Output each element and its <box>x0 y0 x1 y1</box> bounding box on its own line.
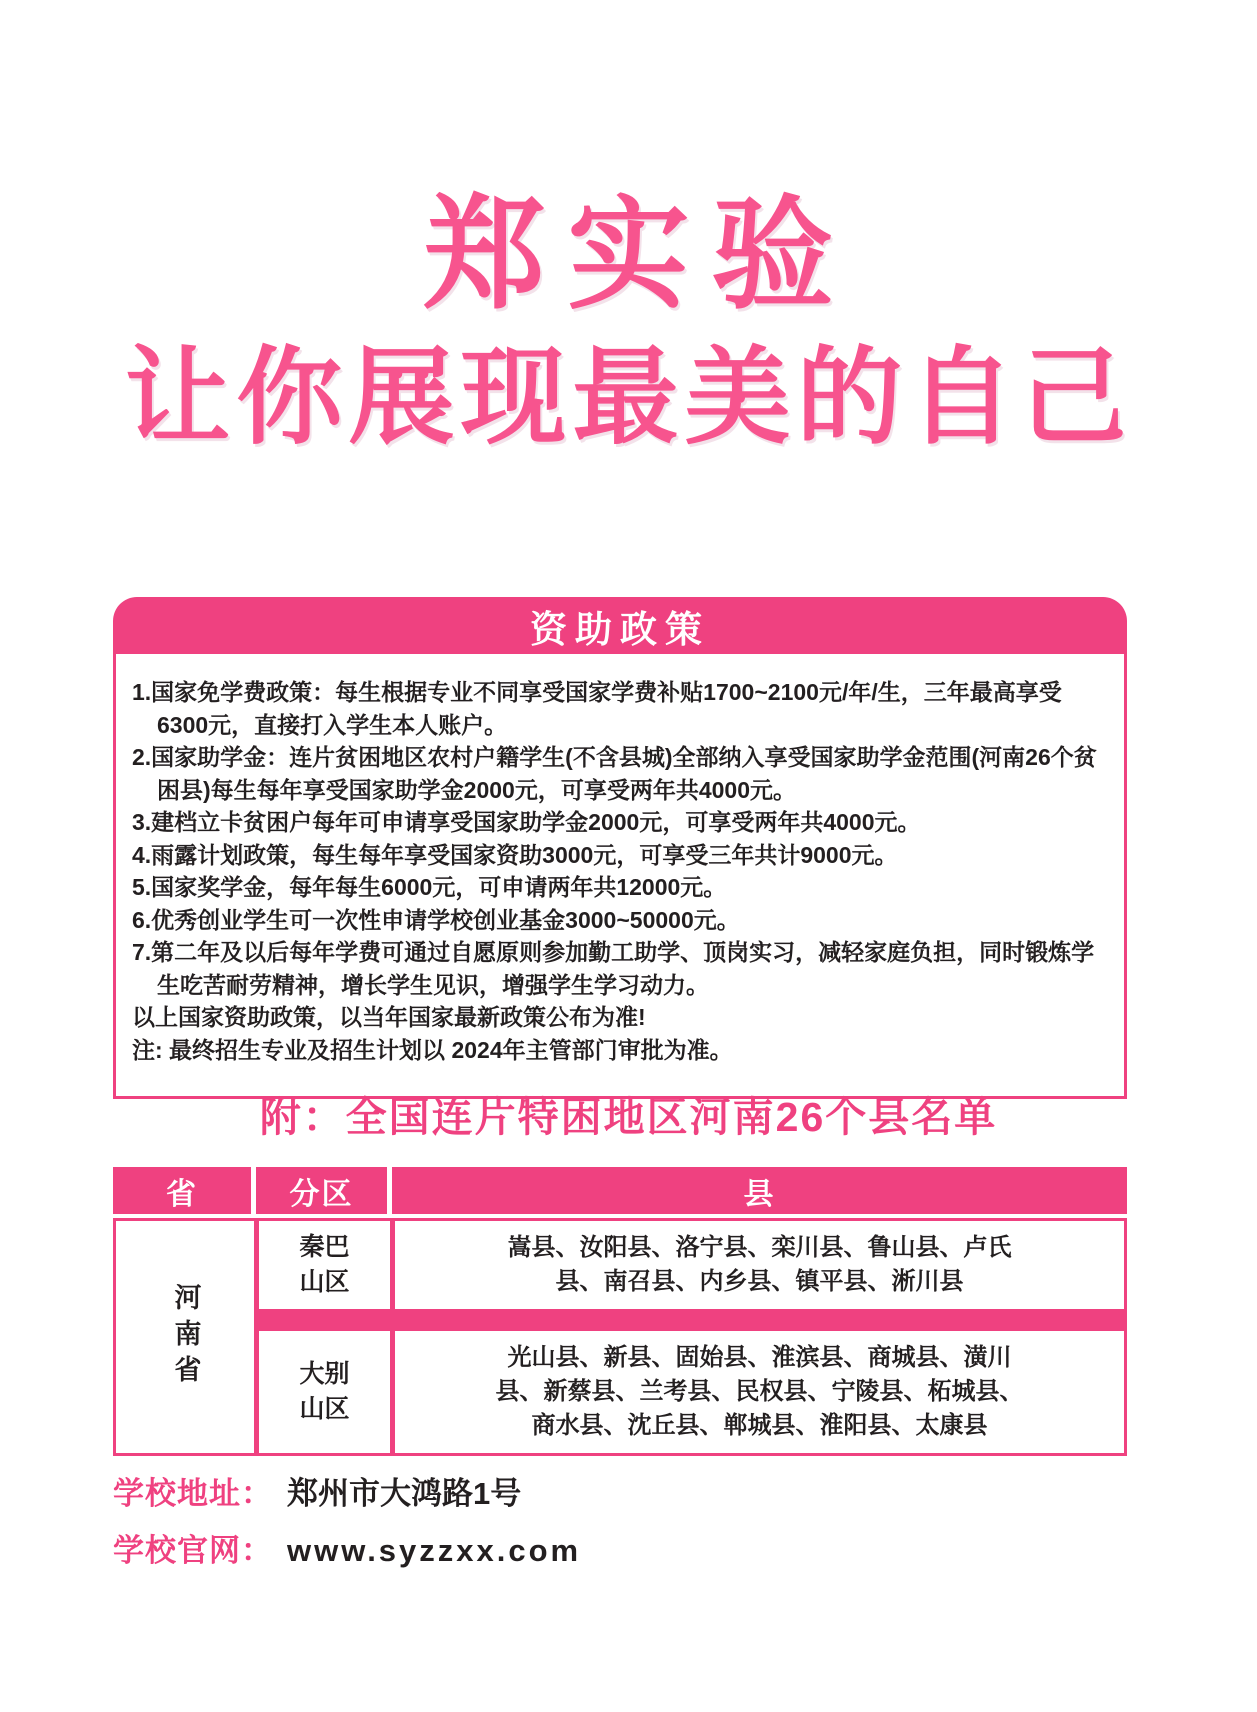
policy-disclaimer: 以上国家资助政策，以当年国家最新政策公布为准! <box>132 1004 646 1030</box>
policy-item-7: 7.第二年及以后每年学费可通过自愿原则参加勤工助学、顶岗实习，减轻家庭负担，同时锻炼学生吃苦耐劳精神，增长学生见识，增强学生学习动力。 <box>132 939 1095 998</box>
table-cell-province <box>116 1221 254 1453</box>
county-list-line: 县、新蔡县、兰考县、民权县、宁陵县、柘城县、 <box>495 1378 1024 1405</box>
school-address-row <box>113 1468 581 1513</box>
header-cell-region: 分区 <box>256 1167 387 1214</box>
table-cell-region-qinba <box>259 1221 390 1309</box>
table-cell-counties-dabie <box>395 1331 1124 1453</box>
page-subtitle: 让你展现最美的自己 <box>124 339 1133 457</box>
county-list-line: 县、南召县、内乡县、镇平县、淅川县 <box>555 1268 964 1295</box>
table-cell-counties-qinba <box>395 1221 1124 1309</box>
county-table <box>113 1167 1127 1456</box>
policy-item-1: 1.国家免学费政策：每生根据专业不同享受国家学费补贴1700~2100元/年/生，三年最高享受6300元，直接打入学生本人账户。 <box>132 679 1062 738</box>
policy-section <box>113 597 1127 1099</box>
county-list-line: 光山县、新县、固始县、淮滨县、商城县、潢川 <box>507 1344 1012 1371</box>
policy-item-5: 5.国家奖学金，每年每生6000元，可申请两年共12000元。 <box>132 874 727 900</box>
school-website-label: 学校官网： <box>113 1533 273 1568</box>
policy-item-3: 3.建档立卡贫困户每年可申请享受国家助学金2000元，可享受两年共4000元。 <box>132 809 921 835</box>
region-name-line: 大别 <box>299 1360 350 1388</box>
table-row-separator <box>259 1309 1124 1331</box>
policy-approval-note: 注: 最终招生专业及招生计划以 2024年主管部门审批为准。 <box>132 1036 733 1063</box>
region-name-line: 山区 <box>299 1268 350 1296</box>
county-list-line: 商水县、沈丘县、郸城县、淮阳县、太康县 <box>531 1412 988 1439</box>
appendix-title: 附：全国连片特困地区河南26个县名单 <box>259 1094 998 1140</box>
table-cell-region-dabie <box>259 1331 390 1453</box>
page-title: 郑实验 <box>423 187 856 323</box>
footer <box>113 1468 581 1582</box>
county-list-line: 嵩县、汝阳县、洛宁县、栾川县、鲁山县、卢氏 <box>507 1234 1012 1261</box>
policy-item-2: 2.国家助学金：连片贫困地区农村户籍学生(不含县城)全部纳入享受国家助学金范围(河南26个贫困县)每生每年享受国家助学金2000元，可享受两年共4000元。 <box>132 744 1097 803</box>
region-name-line: 山区 <box>299 1395 350 1423</box>
region-name-line: 秦巴 <box>299 1233 350 1261</box>
province-name: 河南省 <box>170 1283 201 1391</box>
header-cell-county: 县 <box>392 1167 1127 1214</box>
school-address-label: 学校地址： <box>113 1476 273 1511</box>
policy-section-body <box>113 654 1127 1099</box>
policy-item-6: 6.优秀创业学生可一次性申请学校创业基金3000~50000元。 <box>132 906 740 933</box>
policy-section-header: 资助政策 <box>113 597 1127 654</box>
county-table-body <box>113 1218 1127 1456</box>
header-cell-province: 省 <box>113 1167 251 1214</box>
county-table-header-row <box>113 1167 1127 1214</box>
school-website-row <box>113 1525 581 1570</box>
school-address-value: 郑州市大鸿路1号 <box>287 1476 522 1511</box>
policy-item-4: 4.雨露计划政策，每生每年享受国家资助3000元，可享受三年共计9000元。 <box>132 841 898 868</box>
school-website-value: www.syzzxx.com <box>287 1533 582 1568</box>
